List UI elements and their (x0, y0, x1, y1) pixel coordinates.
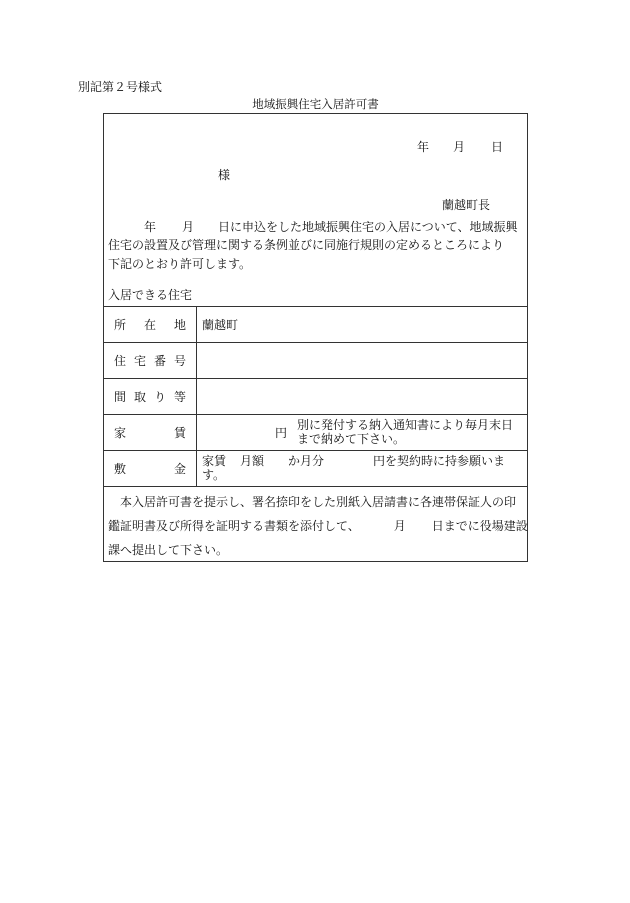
deposit-instruction-tail: す。 (202, 468, 226, 482)
intro-year: 年 (144, 220, 157, 234)
date-year-label: 年 (417, 140, 430, 154)
table-bottom-line (104, 486, 527, 487)
deposit-instruction: 円を契約時に持参願いま (373, 454, 506, 468)
row-label-location: 所在地 (114, 318, 186, 332)
intro-rest: 日に申込をした地域振興住宅の入居について、地域振興 (218, 220, 518, 234)
rent-note-line-1: 別に発付する納入通知書により毎月末日 (297, 418, 514, 432)
deposit-months-label: か月分 (288, 454, 325, 468)
row-label-house-number: 住宅番号 (114, 354, 186, 368)
date-day-label: 日 (491, 140, 504, 154)
issuer-name: 蘭越町長 (442, 198, 491, 212)
row-divider (104, 450, 527, 451)
addressee-suffix: 様 (218, 168, 231, 182)
document-title: 地域振興住宅入居許可書 (252, 97, 379, 111)
row-label-rent: 家賃 (114, 426, 186, 440)
intro-line-2: 住宅の設置及び管理に関する条例並びに同施行規則の定めるところにより (108, 238, 505, 252)
label-column-divider (196, 306, 197, 486)
footer-line-2-b: 日までに役場建設 (431, 519, 528, 533)
intro-line-1 (108, 218, 518, 237)
footer-line-1-text: 本入居許可書を提示し、署名捺印をした別紙入居請書に各連帯保証人の印 (120, 495, 517, 509)
rent-note-line-2: まで納めて下さい。 (297, 432, 406, 446)
rent-yen-unit: 円 (275, 426, 288, 440)
intro-line-3: 下記のとおり許可します。 (108, 257, 252, 271)
row-label-deposit: 敷金 (114, 462, 186, 476)
row-divider (104, 378, 527, 379)
row-divider (104, 342, 527, 343)
row-label-layout: 間取り等 (114, 390, 186, 404)
date-month-label: 月 (453, 140, 466, 154)
footer-line-2-a: 鑑証明書及び所得を証明する書類を添付して、 (108, 519, 360, 533)
row-value-location: 蘭越町 (202, 318, 239, 332)
deposit-rent-label: 家賃 (202, 454, 227, 468)
footer-line-3: 課へ提出して下さい。 (108, 543, 229, 557)
footer-month: 月 (393, 519, 406, 533)
permit-frame (103, 113, 528, 562)
deposit-monthly-label: 月額 (240, 454, 265, 468)
intro-month: 月 (182, 220, 195, 234)
footer-line-1 (108, 493, 516, 512)
table-top-line (104, 306, 527, 307)
form-number: 別記第２号様式 (78, 80, 163, 94)
row-divider (104, 414, 527, 415)
section-heading: 入居できる住宅 (108, 288, 193, 302)
footer-line-2 (108, 517, 528, 536)
